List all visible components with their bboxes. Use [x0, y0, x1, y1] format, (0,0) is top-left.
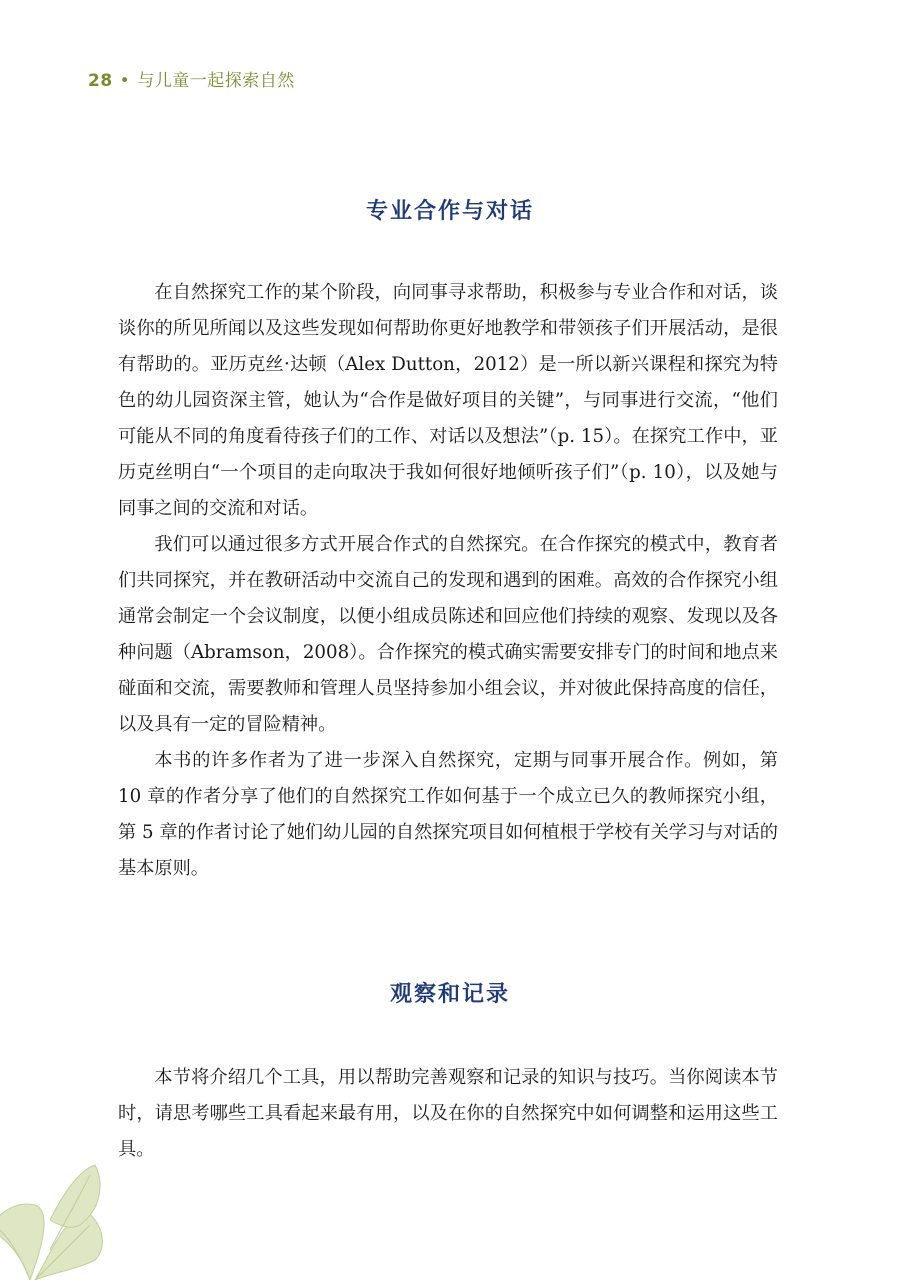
section-body-observation: [118, 1060, 778, 1168]
paragraph: 我们可以通过很多方式开展合作式的自然探究。在合作探究的模式中，教育者们共同探究，并在教研活动中交流自己的发现和遇到的困难。高效的合作探究小组通常会制定一个会议制度，以便小组成员陈述和回应他们持续的观察、发现以及各种问题（Abramson，2008）。合作探究的模式确实需要安排专门的时间和地点来碰面和交流，需要教师和管理人员坚持参加小组会议，并对彼此保持高度的信任，以及具有一定的冒险精神。: [118, 534, 778, 735]
paragraph: 本书的许多作者为了进一步深入自然探究，定期与同事开展合作。例如，第 10 章的作者分享了他们的自然探究工作如何基于一个成立已久的教师探究小组，第 5 章的作者讨论了她们幼儿园的自然探究项目如何植根于学校有关学习与对话的基本原则。: [118, 750, 778, 879]
paragraph: 在自然探究工作的某个阶段，向同事寻求帮助，积极参与专业合作和对话，谈谈你的所见所闻以及这些发现如何帮助你更好地教学和带领孩子们开展活动，是很有帮助的。亚历克丝·达顿（Alex Dutton，2012）是一所以新兴课程和探究为特色的幼儿园资深主管，她认为“合作是做好项目的关键”，与同事进行交流，“他们可能从不同的角度看待孩子们的工作、对话以及想法”（p. 15）。在探究工作中，亚历克丝明白“一个项目的走向取决于我如何很好地倾听孩子们”（p. 10），以及她与同事之间的交流和对话。: [118, 282, 778, 519]
section-title-collaboration: 专业合作与对话: [365, 199, 534, 224]
page-number: 28: [88, 71, 113, 91]
header-separator: •: [119, 71, 131, 91]
running-header: [88, 66, 295, 91]
section-title-observation: 观察和记录: [389, 982, 510, 1007]
book-title: 与儿童一起探索自然: [137, 71, 295, 91]
section-body-collaboration: [118, 275, 778, 887]
paragraph: 本节将介绍几个工具，用以帮助完善观察和记录的知识与技巧。当你阅读本节时，请思考哪些工具看起来最有用，以及在你的自然探究中如何调整和运用这些工具。: [118, 1067, 778, 1160]
ginkgo-leaf-icon: [0, 1130, 140, 1280]
